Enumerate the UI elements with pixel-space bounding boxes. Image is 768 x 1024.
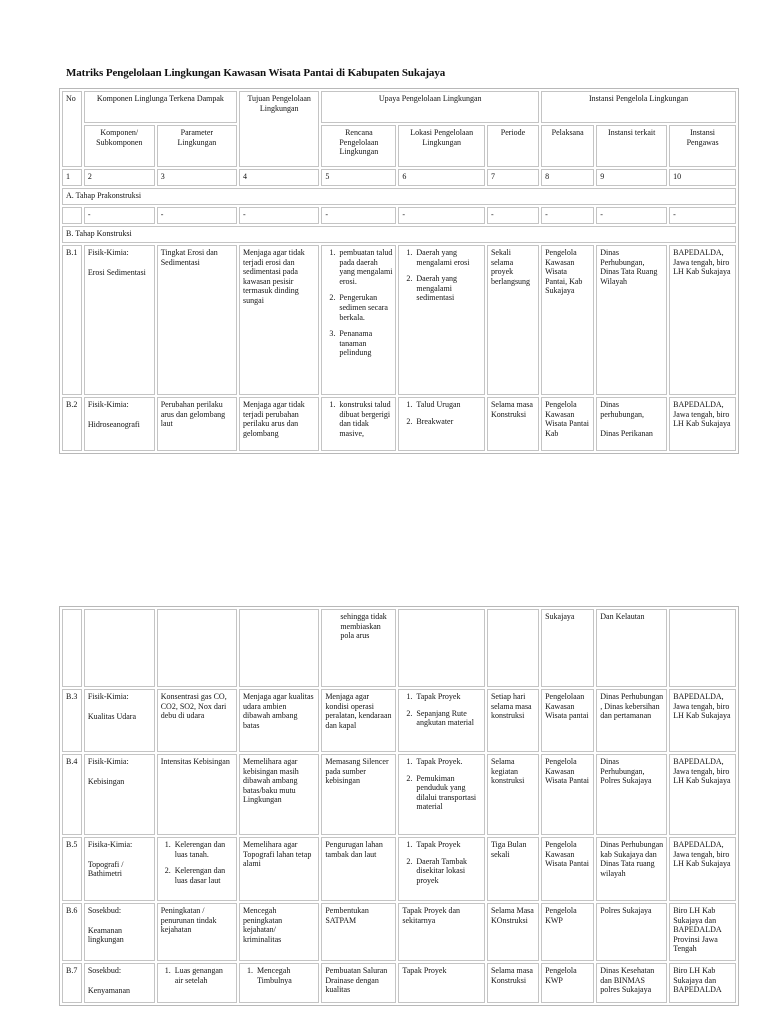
cell-periode: Sekali selama proyek berlangsung: [487, 245, 539, 395]
row-number: B.1: [62, 245, 82, 395]
list-item: 1. Mencegah Timbulnya: [255, 966, 315, 985]
cell-tujuan: Mencegah peningkatan kejahatan/ kriminalitas: [239, 903, 319, 961]
dash-cell: -: [487, 207, 539, 224]
list-item: 2. Daerah yang mengalami sedimentasi: [414, 274, 481, 303]
cell-periode: Selama kegiatan konstruksi: [487, 754, 539, 835]
cell-lokasi: Tapak Proyek: [398, 963, 485, 1003]
col-number: 9: [596, 169, 667, 186]
list-item: 2. Breakwater: [414, 417, 481, 427]
header-periode: Periode: [487, 125, 539, 167]
header-row-1: [62, 91, 736, 123]
row-number: B.6: [62, 903, 82, 961]
col-number: 8: [541, 169, 594, 186]
cell-tujuan: Menjaga agar tidak terjadi erosi dan sedimentasi pada kawasan pesisir termasuk dinding sungai: [239, 245, 319, 395]
dash-cell: -: [157, 207, 237, 224]
cell-komponen: [84, 903, 155, 961]
cell-instansi-pengawas: Biro LH Kab Sukajaya dan BAPEDALDA: [669, 963, 736, 1003]
list-item: 3. Penanama tanaman pelindung: [337, 329, 392, 358]
komponen-name: Hidroseanografi: [87, 419, 140, 429]
cell-tujuan: Menjaga agar tidak terjadi perubahan perilaku arus dan gelombang: [239, 397, 319, 451]
cell-periode: Selama masa Konstruksi: [487, 397, 539, 451]
table-row-continuation: [62, 609, 736, 687]
komponen-name: Erosi Sedimentasi: [87, 267, 146, 277]
list-item: 2. Pengerukan sedimen secara berkala.: [337, 293, 392, 322]
cell-parameter: [157, 963, 237, 1003]
cell-tujuan: Memelihara agar kebisingan masih dibawah ambang batas/baku mutu Lingkungan: [239, 754, 319, 835]
section-label: B. Tahap Konstruksi: [62, 226, 736, 243]
cell-pelaksana: Pengelolaan Kawasan Wisata pantai: [541, 689, 594, 752]
empty-cell: [669, 609, 736, 687]
cell-tujuan: [239, 963, 319, 1003]
cell-instansi-pengawas: BAPEDALDA, Jawa tengah, biro LH Kab Sukajaya: [669, 754, 736, 835]
cell-pelaksana: Sukajaya: [541, 609, 594, 687]
table-row-b7: [62, 963, 736, 1003]
col-number: 1: [62, 169, 82, 186]
cell-komponen: [84, 754, 155, 835]
cell-komponen: [84, 963, 155, 1003]
cell-lokasi: [398, 397, 485, 451]
header-tujuan: Tujuan Pengelolaan Lingkungan: [239, 91, 319, 167]
cell-parameter: Peningkatan / penurunan tindak kejahatan: [157, 903, 237, 961]
empty-cell: [62, 207, 82, 224]
dash-cell: -: [321, 207, 396, 224]
komponen-category: Fisik-Kimia:: [87, 757, 129, 766]
header-no: No: [62, 91, 82, 167]
empty-cell: [398, 609, 485, 687]
cell-instansi-terkait: Dinas Kesehatan dan BINMAS polres Sukajaya: [596, 963, 667, 1003]
header-instansi: Instansi Pengelola Lingkungan: [541, 91, 736, 123]
header-subkomponen: Komponen/ Subkomponen: [84, 125, 155, 167]
komponen-category: Fisika-Kimia:: [87, 840, 133, 849]
list-item: 1. pembuatan talud pada daerah yang mengalami erosi.: [337, 248, 392, 286]
header-row-2: [62, 125, 736, 167]
col-number: 4: [239, 169, 319, 186]
col-number: 10: [669, 169, 736, 186]
cell-periode: Selama masa Konstruksi: [487, 963, 539, 1003]
table-row-prakonstruksi: [62, 207, 736, 224]
empty-cell: [487, 609, 539, 687]
dash-cell: -: [84, 207, 155, 224]
komponen-name: Kebisingan: [87, 776, 125, 786]
cell-parameter: [157, 837, 237, 901]
cell-rencana: [321, 245, 396, 395]
table-row-b1: [62, 245, 736, 395]
table-row-b5: [62, 837, 736, 901]
cell-komponen: [84, 837, 155, 901]
dash-cell: -: [669, 207, 736, 224]
cell-komponen: [84, 245, 155, 395]
dash-cell: -: [398, 207, 485, 224]
cell-parameter: Tingkat Erosi dan Sedimentasi: [157, 245, 237, 395]
cell-periode: Tiga Bulan sekali: [487, 837, 539, 901]
cell-instansi-terkait: Dinas Perhubungan, Polres Sukajaya: [596, 754, 667, 835]
list-item: 2. Pemukiman penduduk yang dilalui transportasi material: [414, 774, 481, 812]
cell-lokasi: [398, 837, 485, 901]
list-item: 1. Daerah yang mengalami erosi: [414, 248, 481, 267]
col-number: 2: [84, 169, 155, 186]
list-item: 1. Luas genangan air setelah: [173, 966, 233, 985]
dash-cell: -: [596, 207, 667, 224]
table-row-b4: [62, 754, 736, 835]
cell-instansi-terkait: [596, 397, 667, 451]
section-row-a: [62, 188, 736, 205]
empty-cell: [84, 609, 155, 687]
komponen-category: Fisik-Kimia:: [87, 248, 129, 257]
cell-rencana: Pembentukan SATPAM: [321, 903, 396, 961]
komponen-category: Sosekbud:: [87, 906, 122, 915]
cell-pelaksana: Pengelola KWP: [541, 903, 594, 961]
header-pelaksana: Pelaksana: [541, 125, 594, 167]
col-number: 7: [487, 169, 539, 186]
cell-lokasi: Tapak Proyek dan sekitarnya: [398, 903, 485, 961]
header-rencana: Rencana Pengelolaan Lingkungan: [321, 125, 396, 167]
cell-tujuan: Menjaga agar kualitas udara ambien dibawah ambang batas: [239, 689, 319, 752]
terkait-line: Dinas perhubungan,: [600, 400, 645, 419]
cell-rencana: [321, 397, 396, 451]
cell-pelaksana: Pengelola Kawasan Wisata Pantai Kab: [541, 397, 594, 451]
cell-periode: Selama Masa KOnstruksi: [487, 903, 539, 961]
section-row-b: [62, 226, 736, 243]
cell-instansi-pengawas: BAPEDALDA, Jawa tengah, biro LH Kab Sukajaya: [669, 689, 736, 752]
cell-rencana: sehingga tidak membiaskan pola arus: [321, 609, 396, 687]
cell-komponen: [84, 397, 155, 451]
cell-instansi-pengawas: BAPEDALDA, Jawa tengah, biro LH Kab Sukajaya: [669, 245, 736, 395]
header-lokasi: Lokasi Pengelolaan Lingkungan: [398, 125, 485, 167]
cell-instansi-terkait: Dinas Perhubungan , Dinas kebersihan dan pertamanan: [596, 689, 667, 752]
row-number: B.2: [62, 397, 82, 451]
list-item: 1. Talud Urugan: [414, 400, 481, 410]
table-row-b2: [62, 397, 736, 451]
cell-rencana: Menjaga agar kondisi operasi peralatan, kendaraan dan kapal: [321, 689, 396, 752]
header-instansi-pengawas: Instansi Pengawas: [669, 125, 736, 167]
cell-instansi-terkait: Dinas Perhubungan, Dinas Tata Ruang Wilayah: [596, 245, 667, 395]
komponen-category: Fisik-Kimia:: [87, 400, 129, 409]
cell-lokasi: [398, 689, 485, 752]
komponen-name: Topografi / Bathimetri: [87, 859, 124, 879]
header-komponen: Komponen Linglunga Terkena Dampak: [84, 91, 237, 123]
section-label: A. Tahap Prakonstruksi: [62, 188, 736, 205]
terkait-line: Dinas Perikanan: [600, 429, 653, 439]
empty-cell: [239, 609, 319, 687]
cell-rencana: Pembuatan Saluran Drainase dengan kualitas: [321, 963, 396, 1003]
list-item: 2. Daerah Tambak disekitar lokasi proyek: [414, 857, 481, 886]
komponen-category: Sosekbud:: [87, 966, 122, 975]
cell-instansi-terkait: Polres Sukajaya: [596, 903, 667, 961]
col-number: 5: [321, 169, 396, 186]
cell-parameter: Konsentrasi gas CO, CO2, SO2, Nox dari debu di udara: [157, 689, 237, 752]
list-item: 2. Kelerengan dan luas dasar laut: [173, 866, 233, 885]
list-item: 1. Tapak Proyek: [414, 840, 481, 850]
row-number: B.7: [62, 963, 82, 1003]
list-item: 1. konstruksi talud dibuat bergerigi dan tidak masive,: [337, 400, 392, 438]
header-parameter: Parameter Lingkungan: [157, 125, 237, 167]
row-number: B.3: [62, 689, 82, 752]
cell-pelaksana: Pengelola Kawasan Wisata Pantai: [541, 837, 594, 901]
cell-lokasi: [398, 754, 485, 835]
cell-instansi-pengawas: BAPEDALDA, Jawa tengah, biro LH Kab Sukajaya: [669, 397, 736, 451]
dash-cell: -: [541, 207, 594, 224]
matrix-table-page-1: [59, 88, 739, 454]
cell-periode: Setiap hari selama masa konstruksi: [487, 689, 539, 752]
dash-cell: -: [239, 207, 319, 224]
empty-cell: [157, 609, 237, 687]
cell-komponen: [84, 689, 155, 752]
table-row-b3: [62, 689, 736, 752]
komponen-name: Keamanan lingkungan: [87, 925, 124, 945]
cell-instansi-pengawas: BAPEDALDA, Jawa tengah, biro LH Kab Sukajaya: [669, 837, 736, 901]
table-row-b6: [62, 903, 736, 961]
cell-tujuan: Memelihara agar Topografi lahan tetap alami: [239, 837, 319, 901]
list-item: 1. Tapak Proyek: [414, 692, 481, 702]
list-item: 1. Tapak Proyek.: [414, 757, 481, 767]
komponen-name: Kualitas Udara: [87, 711, 137, 721]
document-title: Matriks Pengelolaan Lingkungan Kawasan Wisata Pantai di Kabupaten Sukajaya: [66, 67, 446, 79]
cell-rencana: Pengurugan lahan tambak dan laut: [321, 837, 396, 901]
header-instansi-terkait: Instansi terkait: [596, 125, 667, 167]
row-number: B.4: [62, 754, 82, 835]
cell-pelaksana: Pengelola Kawasan Wisata Pantai, Kab Sukajaya: [541, 245, 594, 395]
cell-pelaksana: Pengelola KWP: [541, 963, 594, 1003]
komponen-category: Fisik-Kimia:: [87, 692, 129, 701]
column-number-row: [62, 169, 736, 186]
row-number: B.5: [62, 837, 82, 901]
matrix-table-page-2: [59, 606, 739, 1006]
cell-instansi-terkait: Dinas Perhubungan kab Sukajaya dan Dinas Tata ruang wilayah: [596, 837, 667, 901]
cell-parameter: Perubahan perilaku arus dan gelombang laut: [157, 397, 237, 451]
cell-pelaksana: Pengelola Kawasan Wisata Pantai: [541, 754, 594, 835]
list-item: 1. Kelerengan dan luas tanah.: [173, 840, 233, 859]
header-upaya: Upaya Pengelolaan Lingkungan: [321, 91, 539, 123]
cell-parameter: Intensitas Kebisingan: [157, 754, 237, 835]
list-item: 2. Sepanjang Rute angkutan material: [414, 709, 481, 728]
empty-cell: [62, 609, 82, 687]
col-number: 3: [157, 169, 237, 186]
cell-rencana: Memasang Silencer pada sumber kebisingan: [321, 754, 396, 835]
komponen-name: Kenyamanan: [87, 985, 131, 995]
col-number: 6: [398, 169, 485, 186]
cell-lokasi: [398, 245, 485, 395]
cell-instansi-terkait: Dan Kelautan: [596, 609, 667, 687]
cell-instansi-pengawas: Biro LH Kab Sukajaya dan BAPEDALDA Provinsi Jawa Tengah: [669, 903, 736, 961]
